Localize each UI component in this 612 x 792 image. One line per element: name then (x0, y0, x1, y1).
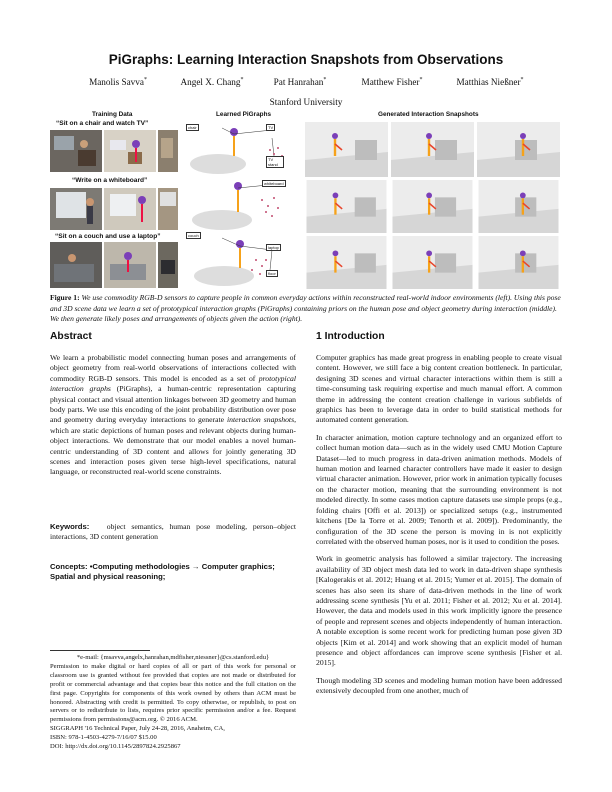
training-photo (50, 242, 102, 288)
panel-label-learned: Learned PiGraphs (216, 111, 272, 118)
abstract-heading: Abstract (50, 331, 92, 342)
node-label: whiteboard (264, 181, 284, 186)
training-photo (158, 130, 178, 172)
ccs-concepts: Concepts: •Computing methodologies → Computer graphics; Spatial and physical reasoning; (50, 562, 275, 582)
panel-label-training: Training Data (92, 111, 133, 118)
author-name: Matthias Nießner* (456, 77, 524, 88)
generated-snapshot (477, 180, 560, 233)
generated-snapshot (305, 180, 388, 233)
figure-caption: Figure 1: We use commodity RGB-D sensors to capture people in common everyday actions within reconstructed real-world indoor environments (left). Using this pose and 3D scene data we learn a set of prototypical interaction graphs (PiGraphs) containing priors on the human pose and object geometry during interaction (middle). We then generate likely poses and arrangements of objects given the action (right). (50, 293, 561, 324)
author-name: Pat Hanrahan* (273, 77, 327, 88)
keywords: Keywords: object semantics, human pose modeling, person–object interactions, 3D content generation (50, 522, 296, 542)
generated-snapshot (391, 180, 474, 233)
training-scene-reconstruction (104, 188, 156, 230)
generated-snapshot (305, 236, 388, 289)
action-quote: “Write on a whiteboard” (72, 177, 148, 184)
panel-label-generated: Generated Interaction Snapshots (378, 111, 479, 118)
affiliation: Stanford University (269, 97, 343, 107)
paper-title: PiGraphs: Learning Interaction Snapshots from Observations (108, 52, 504, 67)
footnote: *e-mail: {msavva,angelx,hanrahan,mdfisher,niessner}@cs.stanford.edu} Permission to make digital or hard copies of all or part of this work for personal or classroom use is granted without fee provided that copies are not made or distributed for profit or commercial advantage and that copies bear this notice and the full citation on the first page. Copyrights for components of this work owned by others than ACM must be honored. Abstracting with credit is permitted. To copy otherwise, or republish, to post on servers or to redistribute to lists, requires prior specific permission and/or a fee. Request permissions from permissions@acm.org. © 2016 ACM. SIGGRAPH '16 Technical Paper, July 24-28, 2016, Anaheim, CA, ISBN: 978-1-4503-4279-7/16/07 $15.00 DOI: http://dx.doi.org/10.1145/2897824.2925867 (50, 654, 296, 751)
generated-snapshot (477, 236, 560, 289)
footnote-rule (50, 650, 150, 651)
training-scene-reconstruction (104, 130, 156, 172)
training-scene-reconstruction (104, 242, 156, 288)
author-name: Angel X. Chang* (180, 77, 244, 88)
node-label: TV stand (266, 156, 284, 168)
author-name: Manolis Savva* (89, 77, 147, 88)
node-label: chair (188, 125, 197, 130)
generated-snapshot (305, 122, 388, 177)
node-label: couch (188, 233, 199, 238)
teaser-figure (50, 108, 562, 291)
generated-snapshot (391, 122, 474, 177)
node-label: floor (268, 271, 276, 276)
generated-snapshot (391, 236, 474, 289)
training-photo (158, 188, 178, 230)
abstract-body: We learn a probabilistic model connecting human poses and arrangements of object geometry from real-world observations of interactions collected with commodity RGB-D sensors. This model is encoded as a set of prototypical interaction graphs (PiGraphs), a human-centric representation capturing physical contact and visual attention linkages between 3D geometry and human body parts. We use this encoding of the joint probability distribution over pose and geometry during everyday interactions to generate interaction snapshots, which are static depictions of human poses and relevant objects during human-object interactions. We demonstrate that our model enables a novel human-centric understanding of 3D content and allows for jointly generating 3D scenes and interaction poses given terse high-level specifications, natural language, or reconstructed real-world scene constraints. (50, 353, 296, 477)
training-photo (158, 242, 178, 288)
author-name: Matthew Fisher* (361, 77, 423, 88)
node-label: TV (268, 125, 274, 130)
introduction-body: Computer graphics has made great progress in enabling people to create visual content. However, we still face a big content creation bottleneck. In particular, designing 3D scenes and virtual character interactions within them is still a time-consuming task requiring expertise and much manual effort. A common theme in addressing the content creation challenge in various subfields of graphics has been to leverage data in order to build statistical methods for automated content generation. In character animation, motion capture technology and an organized effort to collect human motion data—such as in the widely used CMU Motion Capture Dataset—led to much progress in data-driven animation methods. Models of human motion and learned character controllers have made it easier to design virtual character animation. However, prior work in animation typically focuses on the character motion, meaning that the surrounding environment is not modeled directly. In some cases motion capture datasets use simple props (e.g., folding chairs [Offi et al. 2013]) or specialized setups (e.g., instrumented kitchens [De la Torre et al. 2009; Tenorth et al. 2009]). Predominantly, the configuration of the 3D scene the person is moving in is not explicitly correlated with the observed human poses, nor is it used to condition the poses. Work in geometric analysis has followed a similar trajectory. The increasing availability of 3D object mesh data led to work in data-driven shape synthesis [Kalogerakis et al. 2012; Huang et al. 2015; Yumer et al. 2015]. The domain of scenes has also seen its share of data-driven methods in the line of work addressing scene synthesis [Yu et al. 2011; Fisher et al. 2012; Xu et al. 2014]. However, the data and models used in this work implicitly ignore the presence of people and represent scenes and objects independently of human interaction. A notable exception is some recent work for predicting human pose given 3D objects [Kim et al. 2014] and work showing that an explicit model of human presence and object affordances can improve scene synthesis [Fisher et al. 2015]. Though modeling 3D scenes and modeling human motion have been addressed extensively decoupled from one another, much of (316, 353, 562, 696)
pigraph-diagrams (182, 120, 300, 291)
training-photo (50, 188, 102, 230)
node-label: laptop (268, 245, 279, 250)
action-quote: “Sit on a chair and watch TV” (56, 120, 149, 127)
introduction-heading: 1 Introduction (316, 331, 385, 342)
generated-snapshot (477, 122, 560, 177)
training-photo (50, 130, 102, 172)
action-quote: “Sit on a couch and use a laptop” (55, 233, 161, 240)
